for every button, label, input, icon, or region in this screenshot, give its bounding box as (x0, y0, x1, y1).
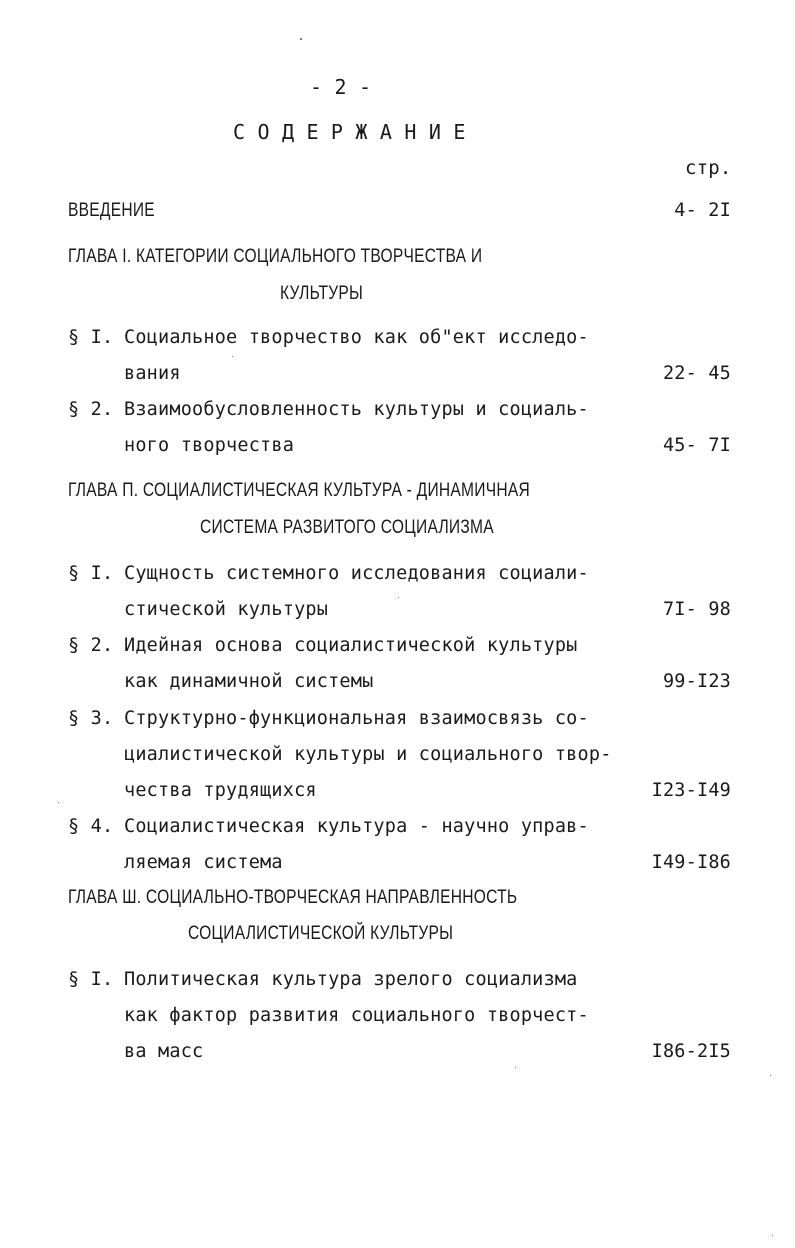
section-title: Социальное творчество как об"ект исследо- (124, 327, 589, 348)
section-title-cont: чества трудящихся (124, 780, 317, 801)
scan-speck (515, 1067, 516, 1068)
page-title: С О Д Е Р Ж А Н И Е (233, 120, 466, 144)
section-title-cont: ляемая система (124, 852, 283, 873)
chapter3-title: ГЛАВА Ш. СОЦИАЛЬНО-ТВОРЧЕСКАЯ НАПРАВЛЕННОСТЬ (68, 887, 518, 908)
section-title: Взаимообусловленность культуры и социаль- (124, 399, 589, 420)
section-title: Идейная основа социалистической культуры (124, 635, 578, 656)
intro-pages: 4- 2I (674, 200, 731, 221)
section-title-cont: ва масс (124, 1041, 204, 1062)
section-pages: 22- 45 (662, 363, 731, 384)
section-number: § 2. (68, 635, 114, 656)
section-pages: I86-2I5 (651, 1041, 731, 1062)
section-title: Структурно-функциональная взаимосвязь со- (124, 708, 589, 729)
section-pages: I23-I49 (651, 780, 731, 801)
section-title-cont: вания (124, 363, 181, 384)
intro-label: ВВЕДЕНИЕ (68, 200, 155, 221)
scan-speck (58, 802, 59, 803)
section-number: § 3. (68, 708, 114, 729)
section-title-cont: как динамичной системы (124, 671, 374, 692)
section-title: Социалистическая культура - научно управ- (124, 816, 589, 837)
chapter2-title: ГЛАВА П. СОЦИАЛИСТИЧЕСКАЯ КУЛЬТУРА - ДИНАМИЧНАЯ (68, 480, 530, 501)
section-title-cont: как фактор развития социального творчест- (124, 1005, 589, 1026)
chapter1-title: ГЛАВА I. КАТЕГОРИИ СОЦИАЛЬНОГО ТВОРЧЕСТВА И (68, 246, 483, 267)
section-number: § I. (68, 563, 114, 584)
scan-speck (772, 1235, 773, 1236)
section-title: Политическая культура зрелого социализма (124, 969, 578, 990)
section-number: § I. (68, 969, 114, 990)
pages-column-header: стр. (685, 157, 732, 179)
section-title: Сущность системного исследования социали- (124, 563, 589, 584)
section-number: § 4. (68, 816, 114, 837)
scan-speck (398, 597, 399, 598)
page-number: - 2 - (310, 75, 372, 99)
section-number: § I. (68, 327, 114, 348)
chapter1-title-cont: КУЛЬТУРЫ (280, 283, 364, 304)
scan-speck (300, 38, 302, 40)
chapter3-title-cont: СОЦИАЛИСТИЧЕСКОЙ КУЛЬТУРЫ (188, 923, 454, 944)
section-number: § 2. (68, 399, 114, 420)
section-pages: 99-I23 (662, 671, 731, 692)
section-pages: 45- 7I (662, 435, 731, 456)
section-pages: 7I- 98 (662, 599, 731, 620)
scan-speck (232, 356, 233, 357)
section-title-cont: стической культуры (124, 599, 329, 620)
scan-speck (770, 1075, 771, 1076)
section-pages: I49-I86 (651, 852, 731, 873)
chapter2-title-cont: СИСТЕМА РАЗВИТОГО СОЦИАЛИЗМА (200, 517, 494, 538)
section-title-cont: циалистической культуры и социального твор- (124, 744, 612, 765)
section-title-cont: ного творчества (124, 435, 295, 456)
